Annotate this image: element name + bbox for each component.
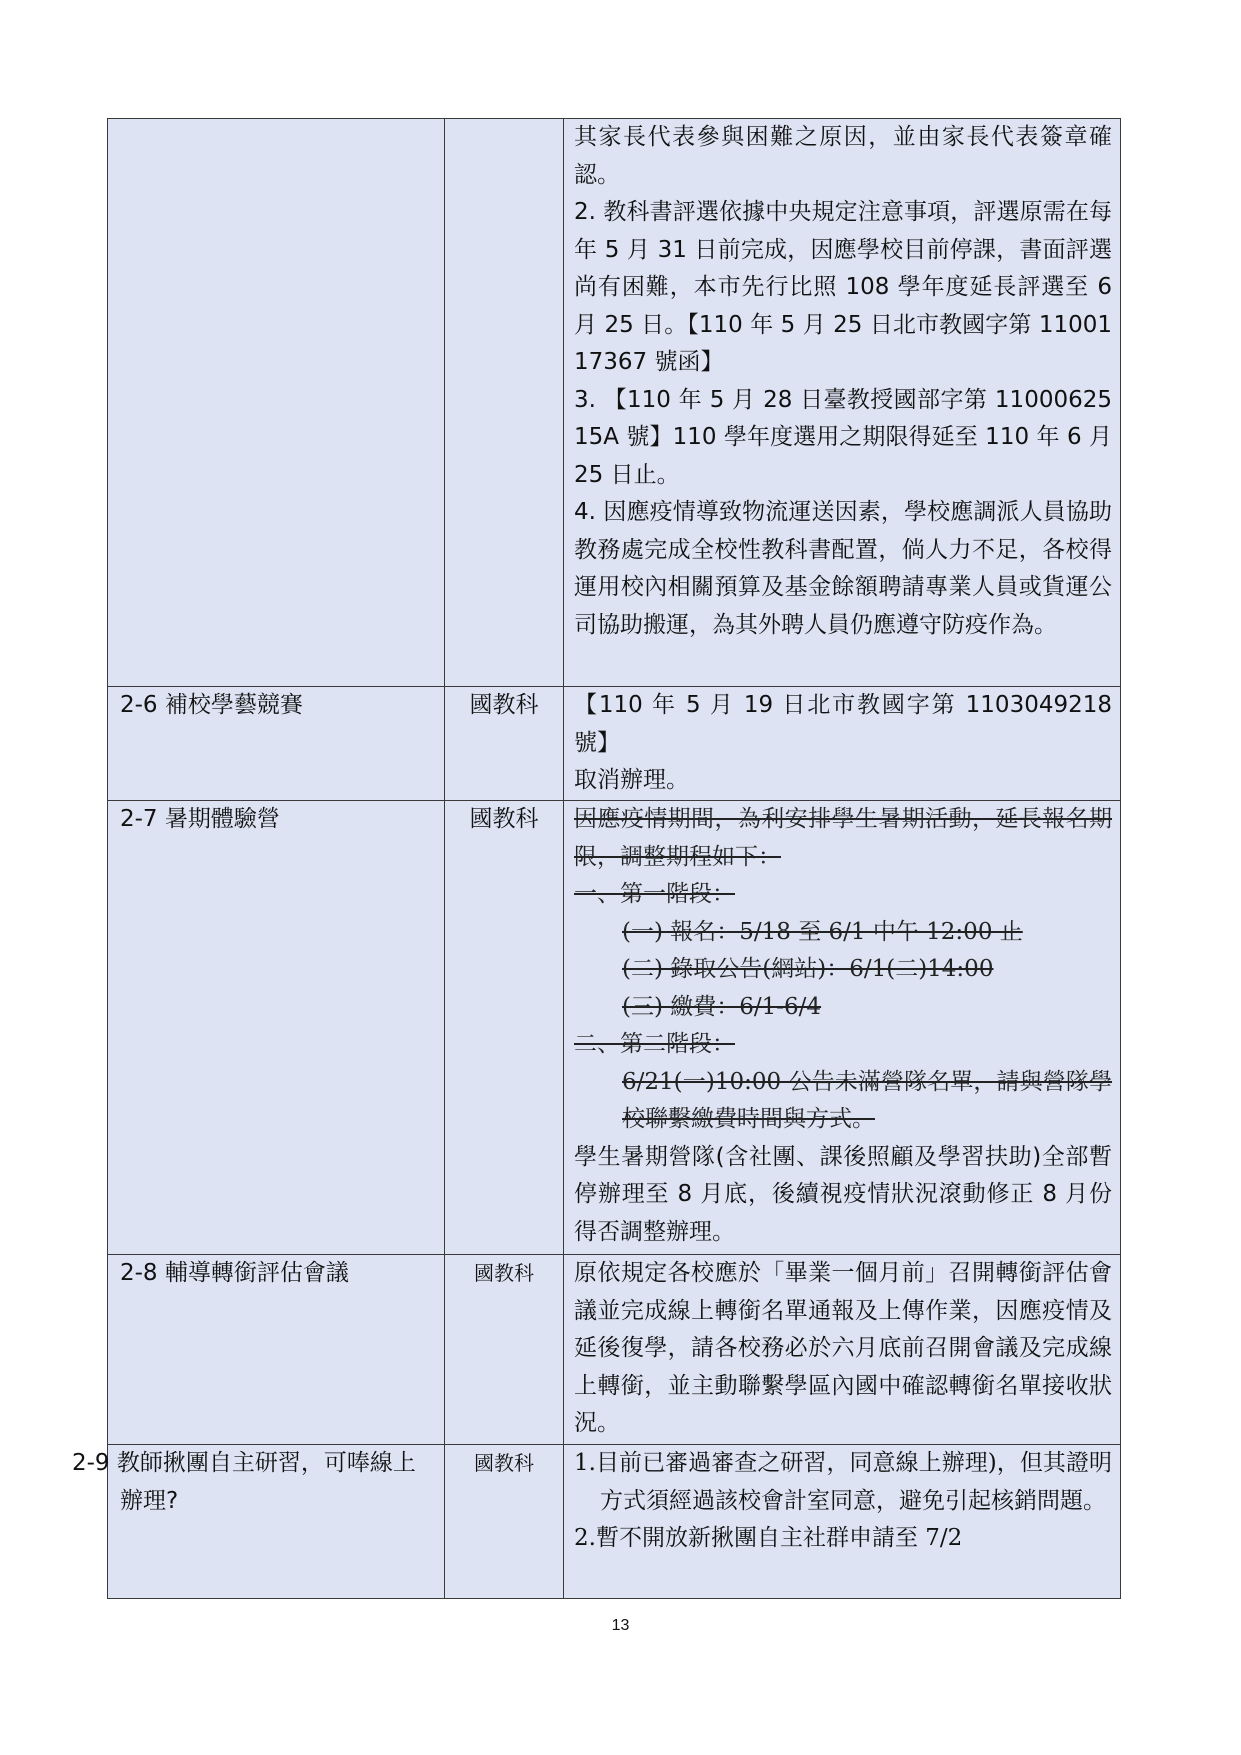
- table-row: [108, 119, 1121, 687]
- table-row: [108, 1445, 1121, 1599]
- item-cell: 2-9 教師揪團自主研習，可唪線上辦理?: [108, 1445, 445, 1599]
- unit-cell: 國教科: [445, 687, 564, 801]
- table-row: [108, 687, 1121, 801]
- description-cell: [564, 1445, 1121, 1599]
- struck-heading: 二、第二階段：: [574, 1031, 735, 1057]
- struck-list-item: (三) 繳費：6/1-6/4: [622, 993, 822, 1020]
- description-paragraph: 原依規定各校應於「畢業一個月前」召開轉銜評估會議並完成線上轉銜名單通報及上傳作業，因應疫情及延後復學，請各校務必於六月底前召開會議及完成線上轉銜，並主動聯繫學區內國中確認轉銜名單接收狀況。: [574, 1260, 1112, 1436]
- table-row: [108, 801, 1121, 1255]
- description-paragraph: 【110 年 5 月 19 日北市教國字第 1103049218 號】: [574, 692, 1112, 756]
- document-table: [72, 118, 1121, 1599]
- struck-paragraph: 因應疫情期間，為利安排學生暑期活動，延長報名期限，調整期程如下：: [574, 806, 1112, 870]
- struck-list-item: 6/21(一)10:00 公告未滿營隊名單，請與營隊學校聯繫繳費時間與方式。: [622, 1068, 1112, 1132]
- description-cell: [564, 1255, 1121, 1445]
- numbered-item: 1.目前已審過審查之研習，同意線上辦理)，但其證明方式須經過該校會計室同意，避免引起核銷問題。: [574, 1450, 1112, 1514]
- description-cell: [564, 119, 1121, 687]
- unit-cell: [445, 119, 564, 687]
- item-cell: [108, 119, 445, 687]
- description-paragraph: 4. 因應疫情導致物流運送因素，學校應調派人員協助教務處完成全校性教科書配置，倘人力不足，各校得運用校內相關預算及基金餘額聘請專業人員或貨運公司協助搬運，為其外聘人員仍應遵守防疫作為。: [574, 499, 1112, 638]
- description-paragraph: 3. 【110 年 5 月 28 日臺教授國部字第 1100062515A 號】110 學年度選用之期限得延至 110 年 6 月 25 日止。: [574, 386, 1112, 488]
- description-paragraph: 學生暑期營隊(含社團、課後照顧及學習扶助)全部暫停辦理至 8 月底，後續視疫情狀況滾動修正 8 月份得否調整辦理。: [574, 1143, 1112, 1245]
- description-cell: [564, 687, 1121, 801]
- unit-cell: 國教科: [445, 1255, 564, 1445]
- struck-list-item: (一) 報名：5/18 至 6/1 中午 12:00 止: [622, 918, 1023, 945]
- description-paragraph: 2. 教科書評選依據中央規定注意事項，評選原需在每年 5 月 31 日前完成，因應學校目前停課，書面評選尚有困難，本市先行比照 108 學年度延長評選至 6 月 25 日。【110 年 5 月 25 日北市教國字第 1100117367 號函】: [574, 199, 1112, 375]
- struck-list-item: (二) 錄取公告(網站)：6/1(二)14:00: [622, 956, 994, 982]
- description-cell: [564, 801, 1121, 1255]
- table-row: [108, 1255, 1121, 1445]
- unit-cell: 國教科: [445, 801, 564, 1255]
- numbered-item: 2.暫不開放新揪團自主社群申請至 7/2: [574, 1525, 963, 1551]
- description-paragraph: 取消辦理。: [574, 767, 689, 793]
- item-cell: 2-7 暑期體驗營: [108, 801, 445, 1255]
- page-number: 13: [611, 1617, 630, 1634]
- item-cell: 2-6 補校學藝競賽: [108, 687, 445, 801]
- struck-heading: 一、第一階段：: [574, 881, 735, 907]
- description-paragraph: 其家長代表參與困難之原因，並由家長代表簽章確認。: [574, 124, 1112, 188]
- unit-cell: 國教科: [445, 1445, 564, 1599]
- item-cell: 2-8 輔導轉銜評估會議: [108, 1255, 445, 1445]
